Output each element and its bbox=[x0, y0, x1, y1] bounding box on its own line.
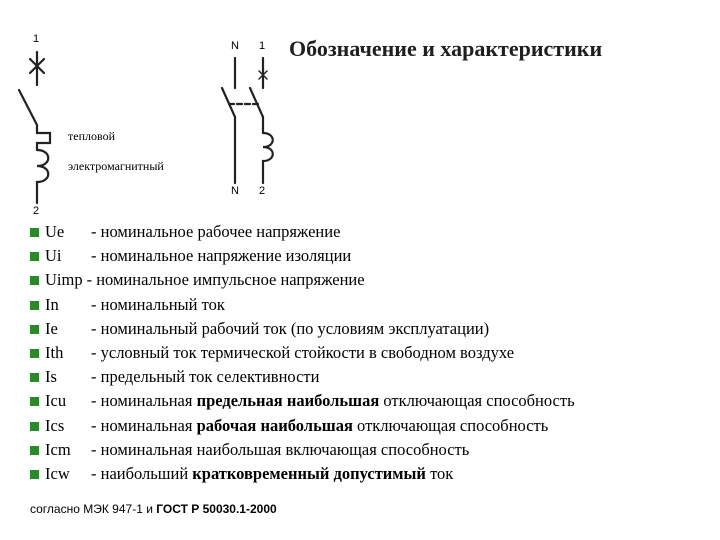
term-text: отключающая способность bbox=[352, 415, 549, 435]
phase-terminal-top-label: 1 bbox=[259, 40, 266, 52]
term-description bbox=[87, 270, 365, 289]
term-emphasis: кратковременный допустимый bbox=[192, 463, 426, 483]
list-item bbox=[30, 317, 575, 341]
term-code: Ics bbox=[45, 415, 65, 435]
bullet-icon bbox=[30, 373, 39, 382]
term-text: - номинальное напряжение изоляции bbox=[91, 246, 352, 266]
term-text: - номинальная наибольшая включающая способность bbox=[91, 439, 470, 459]
list-item bbox=[30, 414, 575, 438]
phase-blade bbox=[250, 88, 263, 117]
left-switch-blade bbox=[19, 90, 37, 125]
bullet-icon bbox=[30, 301, 39, 310]
bullet-icon bbox=[30, 422, 39, 431]
term-text: - условный ток термической стойкости в свободном воздухе bbox=[91, 342, 515, 362]
term-emphasis: рабочая наибольшая bbox=[196, 415, 353, 435]
term-description bbox=[91, 391, 575, 410]
term-description bbox=[91, 416, 548, 435]
term-emphasis: предельная наибольшая bbox=[196, 391, 380, 411]
left-terminal-bottom-label: 2 bbox=[33, 205, 40, 217]
term-description bbox=[91, 367, 319, 386]
term-text: - предельный ток селективности bbox=[91, 367, 320, 387]
term-code: Icm bbox=[45, 439, 71, 459]
term-code: Ui bbox=[45, 246, 62, 266]
neutral-blade bbox=[222, 88, 235, 117]
bullet-icon bbox=[30, 252, 39, 261]
term-code: Icw bbox=[45, 463, 70, 483]
bullet-icon bbox=[30, 349, 39, 358]
list-item bbox=[30, 389, 575, 413]
list-item bbox=[30, 341, 575, 365]
magnetic-coil bbox=[37, 150, 48, 203]
term-description bbox=[91, 343, 514, 362]
term-code: Ue bbox=[45, 222, 65, 241]
term-code: In bbox=[45, 294, 59, 314]
circuit-breaker-diagram bbox=[0, 0, 720, 230]
term-code: Is bbox=[45, 367, 57, 387]
term-description bbox=[91, 295, 225, 314]
term-description bbox=[91, 464, 453, 483]
term-text: - номинальное импульсное напряжение bbox=[86, 270, 365, 290]
term-code: Ith bbox=[45, 342, 64, 362]
term-description bbox=[91, 246, 351, 265]
term-description bbox=[91, 319, 489, 338]
bullet-icon bbox=[30, 397, 39, 406]
bullet-icon bbox=[30, 276, 39, 285]
term-text: - номинальный рабочий ток (по условиям эксплуатации) bbox=[91, 318, 490, 338]
bullet-icon bbox=[30, 228, 39, 237]
term-text: - номинальный ток bbox=[91, 294, 225, 314]
phase-terminal-bottom-label: 2 bbox=[259, 185, 266, 197]
thermal-label: тепловой bbox=[68, 129, 115, 143]
list-item bbox=[30, 462, 575, 486]
term-code: Uimp bbox=[45, 270, 83, 290]
term-text: - номинальное рабочее напряжение bbox=[91, 222, 341, 241]
term-code: Icu bbox=[45, 391, 67, 411]
term-text: отключающая способность bbox=[379, 391, 575, 411]
left-terminal-top-label: 1 bbox=[33, 33, 40, 45]
characteristics-list bbox=[30, 220, 575, 486]
page-title: Обозначение и характеристики bbox=[289, 36, 603, 61]
term-description bbox=[91, 222, 340, 241]
term-text: - номинальная bbox=[91, 415, 197, 435]
bullet-icon bbox=[30, 470, 39, 479]
phase-coil bbox=[263, 133, 273, 183]
neutral-terminal-bottom-label: N bbox=[231, 185, 239, 197]
list-item bbox=[30, 268, 575, 292]
thermal-element bbox=[37, 125, 50, 150]
list-item bbox=[30, 293, 575, 317]
bullet-icon bbox=[30, 325, 39, 334]
term-text: - номинальная bbox=[91, 391, 197, 411]
bullet-icon bbox=[30, 446, 39, 455]
list-item bbox=[30, 365, 575, 389]
term-text: - наибольший bbox=[91, 463, 193, 483]
footer-text: согласно МЭК 947-1 и bbox=[30, 502, 157, 516]
list-item bbox=[30, 220, 575, 244]
term-code: Ie bbox=[45, 318, 58, 338]
footer-standard: ГОСТ Р 50030.1-2000 bbox=[156, 502, 277, 516]
magnetic-label: электромагнитный bbox=[68, 159, 164, 173]
term-text: ток bbox=[425, 463, 454, 483]
list-item bbox=[30, 244, 575, 268]
footer-note bbox=[30, 502, 277, 516]
neutral-terminal-top-label: N bbox=[231, 40, 239, 52]
list-item bbox=[30, 438, 575, 462]
term-description bbox=[91, 440, 469, 459]
